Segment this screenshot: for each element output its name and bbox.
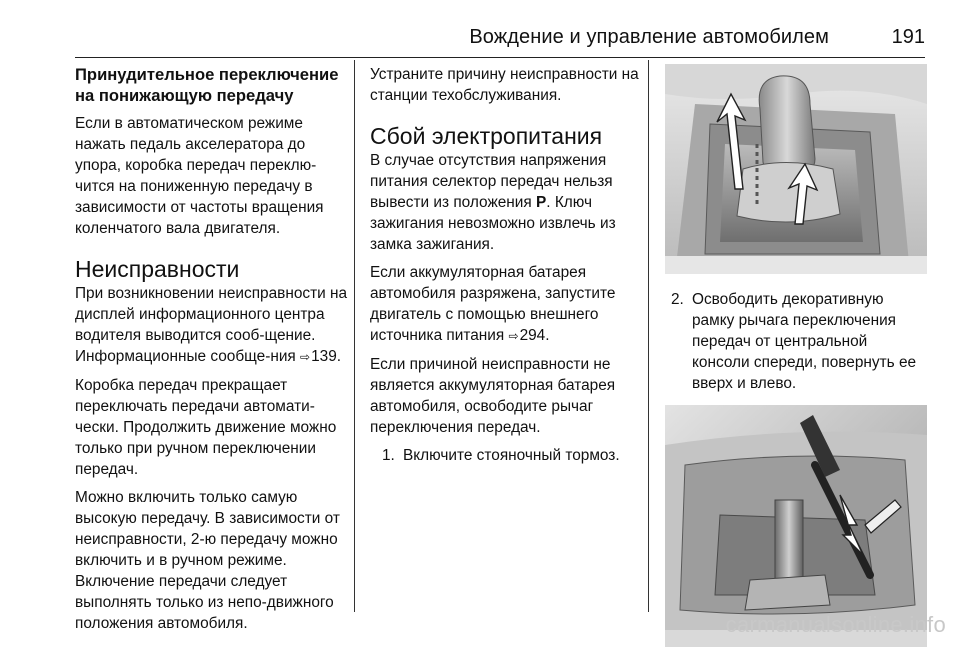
faults-paragraph-2: Коробка передач прекращает переключать передачи автомати-чески. Продолжить движение можно только при ручном переключении передач. — [75, 377, 337, 478]
heading-faults: Неисправности — [75, 256, 240, 282]
page-number: 191 — [891, 26, 925, 48]
watermark: carmanualsonline.info — [725, 612, 946, 637]
step-1-number: 1. — [382, 447, 395, 464]
column-middle — [370, 64, 640, 466]
header-title: Вождение и управление автомобилем — [469, 26, 829, 48]
gear-selector-illustration — [665, 64, 927, 274]
faults-text: При возникновении неисправности на дисплей информационного центра водителя выводится сооб-щение. Информационные сообще-ния — [75, 285, 348, 365]
page-reference-icon: ⇨ — [508, 329, 519, 343]
column-left — [75, 64, 350, 641]
step-2-text: Освободить декоративную рамку рычага переключения передач от центральной консоли спереди, повернуть ее вверх и влево. — [692, 291, 917, 392]
gear-p-label: P — [536, 194, 547, 211]
faults-paragraph-3: Можно включить только самую высокую передачу. В зависимости от неисправности, 2-ю передачу можно включить и в ручном режиме. Включение передачи следует выполнять только из непо-движного положения автомобиля. — [75, 489, 340, 632]
step-2-number: 2. — [671, 291, 684, 308]
header-rule — [75, 57, 925, 58]
battery-text: Если аккумуляторная батарея автомобиля разряжена, запустите двигатель с помощью внешнего источника питания — [370, 264, 616, 344]
page-header — [75, 24, 925, 58]
step-1 — [382, 445, 640, 466]
page-reference-icon: ⇨ — [300, 350, 311, 364]
power-paragraph — [370, 150, 640, 255]
battery-ref-page[interactable]: 294. — [519, 327, 550, 344]
heading-downshift: Принудительное переключение на понижающую передачу — [75, 65, 339, 105]
lever-paragraph: Если причиной неисправности не является аккумуляторная батарея автомобиля, освободите рычаг переключения передач. — [370, 356, 616, 436]
step-1-text: Включите стояночный тормоз. — [403, 447, 620, 464]
downshift-paragraph: Если в автоматическом режиме нажать педаль акселератора до упора, коробка передач переклю-чится на пониженную передачу в зависимости от частоты вращения коленчатого вала двигателя. — [75, 115, 324, 237]
service-paragraph: Устраните причину неисправности на станции техобслуживания. — [370, 66, 639, 104]
power-text-end: . Ключ зажигания невозможно извлечь из замка зажигания. — [370, 194, 616, 253]
power-text: В случае отсутствия напряжения питания селектор передач нельзя вывести из положения — [370, 152, 613, 211]
battery-paragraph — [370, 262, 640, 347]
trim-frame-removal-illustration — [665, 405, 927, 647]
step-2 — [671, 289, 927, 394]
heading-power-failure: Сбой электропитания — [370, 123, 603, 149]
column-right — [665, 64, 927, 647]
faults-paragraph — [75, 283, 350, 368]
column-divider — [354, 60, 355, 612]
column-divider — [648, 60, 649, 612]
faults-ref-page[interactable]: 139. — [311, 348, 342, 365]
